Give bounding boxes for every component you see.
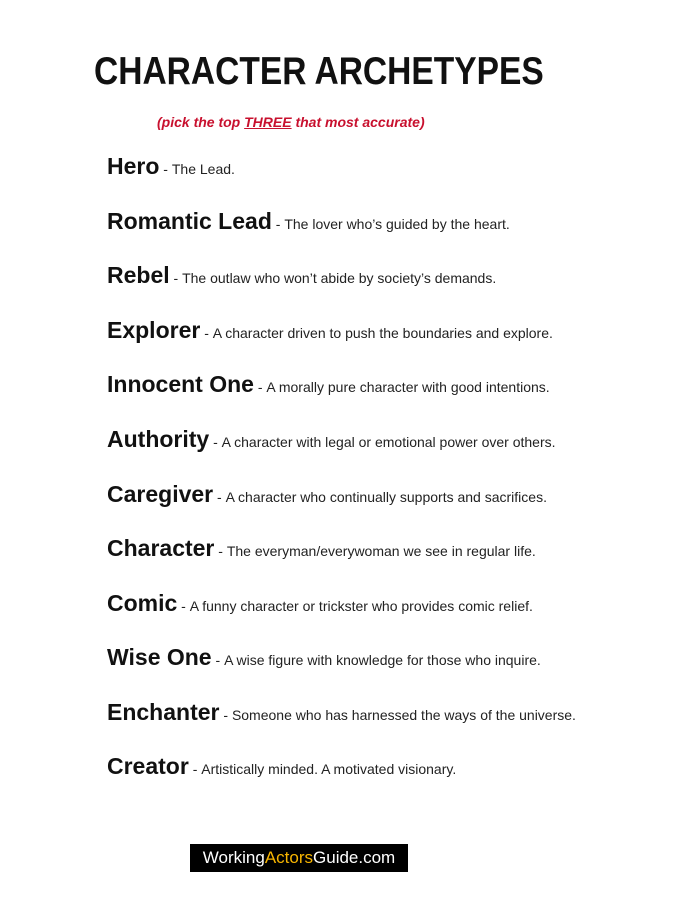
archetype-separator: - — [177, 598, 190, 614]
archetype-term: Romantic Lead — [107, 208, 272, 234]
archetype-item-comic — [107, 588, 533, 622]
archetype-item-explorer — [107, 315, 553, 349]
archetype-item-character — [107, 533, 536, 567]
archetype-separator: - — [159, 161, 172, 177]
archetype-description: A character who continually supports and sacrifices. — [225, 489, 547, 505]
subtitle-emphasis: THREE — [244, 114, 292, 130]
archetype-separator: - — [209, 434, 222, 450]
subtitle-prefix: (pick the top — [157, 114, 245, 130]
site-logo — [190, 844, 408, 872]
archetype-separator: - — [213, 489, 226, 505]
archetype-description: A character driven to push the boundaries and explore. — [212, 325, 553, 341]
archetype-separator: - — [211, 652, 225, 668]
archetype-description: A funny character or trickster who provides comic relief. — [189, 598, 533, 614]
archetype-description: Someone who has harnessed the ways of the universe. — [231, 707, 576, 723]
archetype-separator: - — [253, 379, 267, 395]
archetype-description: The everyman/everywoman we see in regular life. — [226, 543, 536, 559]
archetype-description: A morally pure character with good intentions. — [266, 379, 550, 395]
archetype-separator: - — [169, 270, 183, 286]
archetype-description: The lover who’s guided by the heart. — [284, 216, 510, 232]
archetype-separator: - — [188, 761, 202, 777]
archetype-description: A wise figure with knowledge for those who inquire. — [224, 652, 541, 668]
archetype-separator: - — [271, 216, 285, 232]
instruction-subtitle — [157, 112, 425, 132]
archetype-term: Innocent One — [107, 371, 254, 397]
archetype-term: Enchanter — [107, 699, 220, 725]
archetype-item-hero — [107, 151, 235, 185]
archetype-term: Explorer — [107, 317, 201, 343]
archetype-item-rebel — [107, 260, 496, 294]
archetype-item-creator — [107, 751, 456, 785]
archetype-term: Character — [107, 535, 215, 561]
logo-part-actors: Actors — [264, 848, 314, 867]
archetype-separator: - — [214, 543, 227, 559]
archetype-term: Creator — [107, 753, 189, 779]
logo-part-guide: Guide.com — [313, 848, 396, 867]
logo-part-working: Working — [202, 848, 265, 867]
archetype-term: Comic — [107, 590, 178, 616]
archetype-item-caregiver — [107, 479, 547, 513]
archetype-description: A character with legal or emotional power over others. — [221, 434, 556, 450]
subtitle-suffix: that most accurate) — [291, 114, 425, 130]
archetype-term: Caregiver — [107, 481, 214, 507]
archetype-item-wise-one — [107, 642, 541, 676]
archetype-separator: - — [219, 707, 232, 723]
archetype-item-enchanter — [107, 697, 576, 731]
archetype-item-authority — [107, 424, 556, 458]
archetype-item-innocent-one — [107, 369, 550, 403]
archetype-term: Rebel — [107, 262, 170, 288]
archetype-description: Artistically minded. A motivated visionary. — [201, 761, 457, 777]
page-title: CHARACTER ARCHETYPES — [94, 50, 544, 93]
archetype-description: The outlaw who won’t abide by society’s demands. — [182, 270, 497, 286]
archetype-term: Hero — [107, 153, 160, 179]
archetype-description: The Lead. — [171, 161, 235, 177]
archetype-separator: - — [200, 325, 213, 341]
archetype-item-romantic-lead — [107, 206, 510, 240]
archetype-term: Wise One — [107, 644, 212, 670]
archetype-term: Authority — [107, 426, 210, 452]
